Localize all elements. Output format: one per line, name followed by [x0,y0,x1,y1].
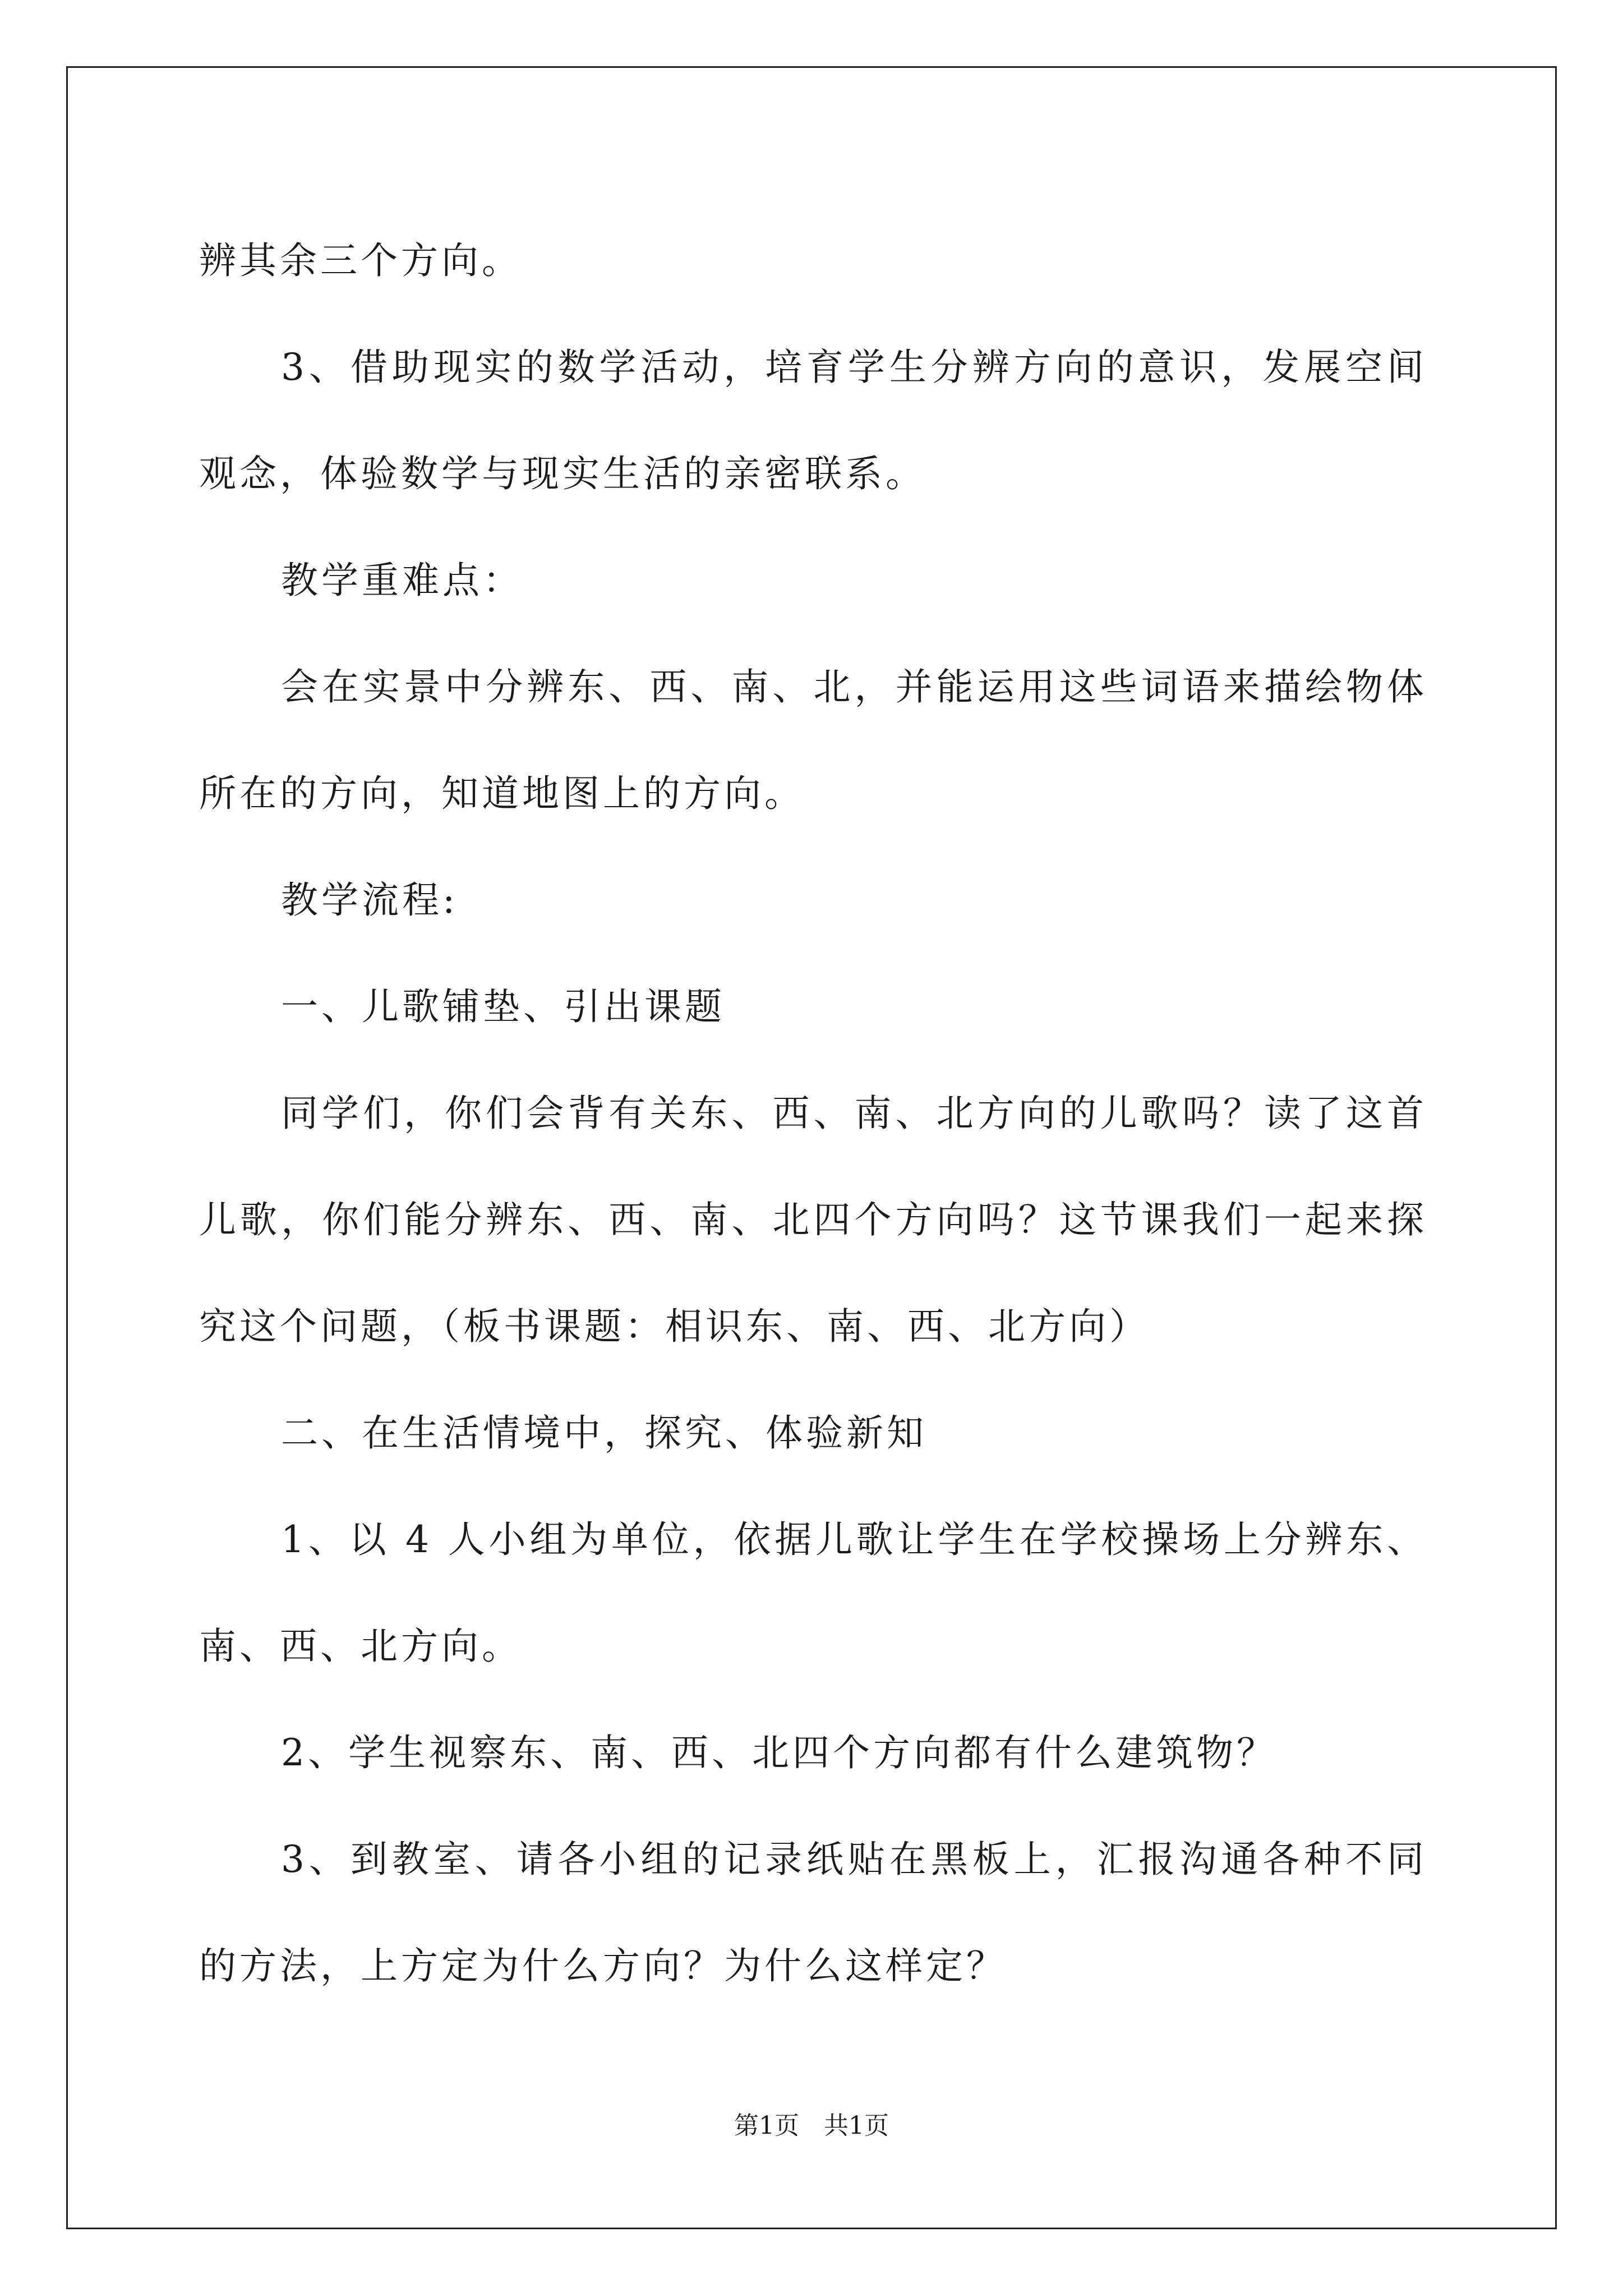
section-heading: 一、儿歌铺垫、引出课题 [281,985,725,1028]
document-body [199,208,1427,2019]
paragraph: 2、学生视察东、南、西、北四个方向都有什么建筑物？ [281,1731,1277,1774]
paragraph: 同学们，你们会背有关东、西、南、北方向的儿歌吗？读了这首儿歌，你们能分辨东、西、南、北四个方向吗？这节课我们一起来探究这个问题，（板书课题：相识东、南、西、北方向） [199,1092,1427,1348]
paragraph: 3、到教室、请各小组的记录纸贴在黑板上，汇报沟通各种不同的方法，上方定为什么方向？为什么这样定？ [199,1838,1427,1987]
page-number-total: 共1页 [824,2111,889,2140]
paragraph: 辨其余三个方向。 [199,239,522,282]
paragraph: 会在实景中分辨东、西、南、北，并能运用这些词语来描绘物体所在的方向，知道地图上的方向。 [199,665,1427,815]
section-heading: 教学重难点： [281,559,523,602]
page-number-current: 第1页 [734,2111,799,2140]
paragraph: 3、借助现实的数学活动，培育学生分辨方向的意识，发展空间观念，体验数学与现实生活的亲密联系。 [199,346,1427,495]
section-heading: 教学流程: [281,878,459,922]
paragraph: 1、以 4 人小组为单位，依据儿歌让学生在学校操场上分辨东、南、西、北方向。 [199,1518,1427,1668]
page-footer [0,2109,1623,2143]
section-heading: 二、在生活情境中，探究、体验新知 [281,1411,927,1455]
